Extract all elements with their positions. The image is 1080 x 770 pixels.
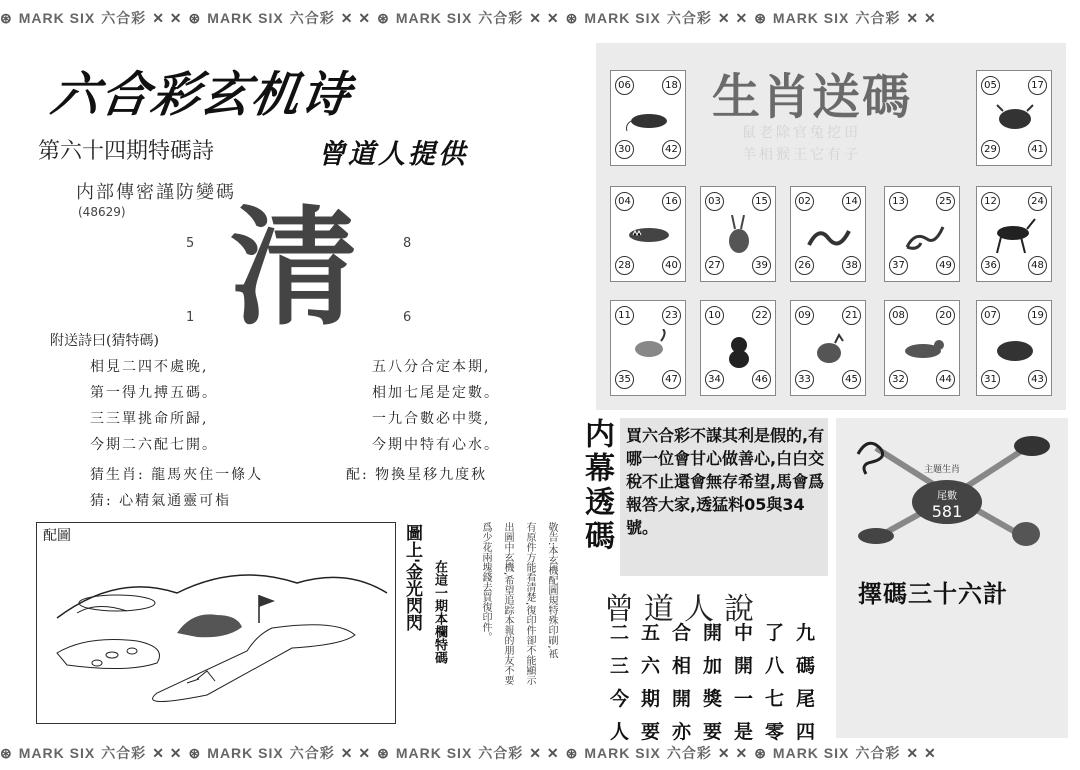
zodiac-card-ox: [976, 70, 1052, 166]
monkey-icon: [715, 329, 763, 369]
top-border-strip: [0, 6, 1080, 30]
border-brand-text-cn: 六合彩: [289, 10, 335, 26]
zodiac-number: 44: [936, 370, 955, 389]
rat-icon: [858, 528, 894, 544]
border-brand-text: MARK SIX: [395, 745, 473, 761]
zodiac-sub-line: 鼠老除官兔挖田: [742, 125, 861, 141]
tiger-icon: [625, 215, 673, 255]
zodiac-number: 33: [795, 370, 814, 389]
border-brand-text: MARK SIX: [207, 745, 284, 761]
zodiac-number: 43: [1028, 370, 1047, 389]
zodiac-number: 08: [889, 306, 908, 325]
rooster-icon: [805, 329, 853, 369]
zodiac-number: 35: [615, 370, 634, 389]
guess-prefix: 猜:: [90, 493, 113, 509]
zodiac-number: 49: [936, 256, 955, 275]
cross-icon: ✕ ✕: [340, 744, 372, 761]
daoren-row: [604, 684, 821, 717]
daoren-char: 人: [609, 721, 629, 743]
cross-icon: ✕ ✕: [717, 744, 749, 761]
mark-six-logo-icon: ⊛: [188, 744, 202, 761]
corner-number: 5: [186, 236, 195, 251]
tagline: 内部傳密謹防變碼: [76, 182, 236, 203]
corner-number: 1: [186, 310, 195, 325]
goat-icon: [625, 329, 673, 369]
poem-header: 附送詩曰(猜特碼): [50, 333, 159, 349]
poem-line: 一九合數必中獎,: [372, 411, 491, 427]
daoren-char: 三: [609, 655, 629, 677]
zodiac-title: 生肖送碼: [712, 69, 913, 125]
corner-number: 8: [403, 236, 412, 251]
page-title: 六合彩玄机诗: [47, 67, 356, 123]
zodiac-number: 37: [889, 256, 908, 275]
provider-label: 曾道人提供: [318, 139, 468, 170]
zodiac-card-dog: [884, 300, 960, 396]
border-brand-text-cn: 六合彩: [666, 745, 712, 761]
rat-icon: [625, 99, 673, 139]
guess-animal-text: 龍馬夾住一條人: [151, 467, 264, 483]
zodiac-number: 48: [1028, 256, 1047, 275]
cross-icon: ✕ ✕: [340, 9, 372, 26]
zodiac-number: 22: [752, 306, 771, 325]
notice-line: 爲少花兩塊錢去買復印件。: [480, 522, 491, 642]
border-brand-text: MARK SIX: [584, 745, 661, 761]
zodiac-card-monkey: [700, 300, 776, 396]
daoren-row: [604, 717, 821, 750]
zodiac-number: 07: [981, 306, 1000, 325]
border-brand-text: MARK SIX: [18, 745, 96, 761]
notice-line: 有原件方能看清楚,復印件卻不能顯示: [524, 522, 535, 686]
daoren-char: 今: [609, 688, 629, 710]
mark-six-logo-icon: ⊛: [377, 744, 390, 761]
daoren-grid: [604, 618, 821, 750]
border-brand-text-cn: 六合彩: [855, 745, 901, 761]
daoren-char: 是: [733, 721, 753, 743]
daoren-char: 要: [640, 721, 660, 743]
illustration-drawing: [37, 523, 393, 721]
mark-six-logo-icon: ⊛: [754, 744, 767, 761]
border-brand-text-cn: 六合彩: [101, 745, 147, 761]
cross-icon: ✕ ✕: [529, 744, 560, 761]
zodiac-number: 06: [615, 76, 634, 95]
zodiac-number: 23: [662, 306, 681, 325]
daoren-char: 期: [640, 688, 660, 710]
daoren-char: 六: [640, 655, 660, 677]
tail-arc-text: 主題生肖: [924, 465, 961, 475]
daoren-char: 七: [764, 688, 784, 710]
zodiac-number: 03: [705, 192, 724, 211]
zodiac-number: 34: [705, 370, 724, 389]
border-brand-text: MARK SIX: [395, 10, 473, 26]
zodiac-card-rabbit: [700, 186, 776, 282]
daoren-char: 相: [671, 655, 691, 677]
tail-value: 581: [931, 502, 963, 521]
daoren-char: 中: [733, 622, 753, 644]
caption-b: 在這一期本欄特碼: [432, 560, 447, 664]
zodiac-number: 15: [752, 192, 771, 211]
notice-block: [460, 522, 570, 712]
border-brand-text-cn: 六合彩: [478, 745, 524, 761]
daoren-char: 合: [671, 622, 691, 644]
code-number: (48629): [78, 205, 126, 219]
zodiac-number: 36: [981, 256, 1000, 275]
daoren-char: 開: [671, 688, 691, 710]
daoren-char: 加: [702, 655, 722, 677]
daoren-char: 零: [764, 721, 784, 743]
pig-icon: [991, 329, 1039, 369]
zodiac-number: 24: [1028, 192, 1047, 211]
bottom-border-strip: [0, 741, 1080, 765]
tail-number-badge: [912, 480, 982, 524]
zodiac-number: 45: [842, 370, 861, 389]
poem-line: 相加七尾是定數。: [372, 385, 500, 401]
issue-subtitle: 第六十四期特碼詩: [38, 139, 215, 164]
zodiac-number: 12: [981, 192, 1000, 211]
border-brand-text-cn: 六合彩: [101, 10, 147, 26]
daoren-char: 獎: [702, 688, 722, 710]
illustration-label: 配圖: [43, 528, 71, 544]
daoren-char: 尾: [795, 688, 815, 710]
border-brand-text-cn: 六合彩: [289, 745, 335, 761]
daoren-char: 開: [733, 655, 753, 677]
zodiac-number: 14: [842, 192, 861, 211]
cross-icon: ✕ ✕: [906, 9, 937, 26]
curtain-label: 内幕透碼: [574, 418, 618, 578]
zodiac-number: 17: [1028, 76, 1047, 95]
notice-line: 出圖中玄機,希望追踪本報的朋友不要: [502, 522, 513, 686]
mark-six-logo-icon: ⊛: [754, 9, 767, 26]
caption-a: 圖上'金光閃閃: [402, 524, 422, 632]
zodiac-number: 11: [615, 306, 634, 325]
daoren-char: 二: [609, 622, 629, 644]
cross-icon: ✕ ✕: [529, 9, 560, 26]
daoren-char: 亦: [671, 721, 691, 743]
pair-prefix: 配:: [346, 467, 369, 483]
guess-line: [90, 490, 231, 510]
zodiac-card-snake: [884, 186, 960, 282]
zodiac-card-tiger: [610, 186, 686, 282]
pair-line: [346, 464, 487, 484]
ox-icon: [991, 99, 1039, 139]
zodiac-number: 31: [981, 370, 1000, 389]
zodiac-number: 02: [795, 192, 814, 211]
daoren-char: 九: [795, 622, 815, 644]
zodiac-number: 10: [705, 306, 724, 325]
zodiac-number: 40: [662, 256, 681, 275]
rooster-icon: [1012, 522, 1040, 546]
zodiac-number: 39: [752, 256, 771, 275]
zodiac-number: 38: [842, 256, 861, 275]
tail-label: 尾數: [937, 491, 957, 502]
zodiac-number: 47: [662, 370, 681, 389]
daoren-char: 要: [702, 721, 722, 743]
guess-animal-prefix: 猜生肖:: [90, 467, 145, 483]
daoren-char: 四: [795, 721, 815, 743]
border-brand-text: MARK SIX: [772, 10, 850, 26]
zodiac-number: 19: [1028, 306, 1047, 325]
zodiac-number: 46: [752, 370, 771, 389]
poem-right-column: [372, 356, 500, 460]
zodiac-number: 26: [795, 256, 814, 275]
poem-left-column: [90, 356, 218, 460]
zodiac-number: 28: [615, 256, 634, 275]
zodiac-number: 13: [889, 192, 908, 211]
poem-line: 三三單挑命所歸,: [90, 411, 209, 427]
daoren-char: 一: [733, 688, 753, 710]
daoren-row: [604, 651, 821, 684]
daoren-char: 開: [702, 622, 722, 644]
cross-icon: ✕ ✕: [152, 9, 183, 26]
poem-line: 五八分合定本期,: [372, 359, 491, 375]
zodiac-number: 29: [981, 140, 1000, 159]
border-brand-text: MARK SIX: [207, 10, 284, 26]
mark-six-logo-icon: ⊛: [0, 744, 13, 761]
illustration-box: [36, 522, 396, 724]
zodiac-number: 20: [936, 306, 955, 325]
border-brand-text-cn: 六合彩: [855, 10, 901, 26]
ox-icon: [1014, 436, 1050, 456]
zodiac-number: 21: [842, 306, 861, 325]
zodiac-number: 32: [889, 370, 908, 389]
cross-icon: ✕ ✕: [152, 744, 183, 761]
zodiac-card-rat: [610, 70, 686, 166]
daoren-char: 碼: [795, 655, 815, 677]
snake-icon: [858, 443, 883, 474]
tip-text: 買六合彩不謀其利是假的,有哪一位會甘心做善心,白白交稅不止還會無存希望,馬會爲報答大家,透猛料05與34號。: [626, 426, 825, 537]
daoren-char: 八: [764, 655, 784, 677]
zodiac-number: 30: [615, 140, 634, 159]
zodiac-number: 18: [662, 76, 681, 95]
rabbit-icon: [715, 215, 763, 255]
poem-line: 相見二四不處晚,: [90, 359, 209, 375]
zodiac-number: 09: [795, 306, 814, 325]
guess-animal-line: [90, 464, 263, 484]
border-brand-text: MARK SIX: [18, 10, 96, 26]
cross-icon: ✕ ✕: [906, 744, 937, 761]
zodiac-number: 42: [662, 140, 681, 159]
border-brand-text: MARK SIX: [772, 745, 850, 761]
zodiac-number: 27: [705, 256, 724, 275]
dragon-icon: [805, 215, 853, 255]
border-brand-text-cn: 六合彩: [478, 10, 524, 26]
pair-text: 物換星移九度秋: [375, 467, 488, 483]
daoren-char: 五: [640, 622, 660, 644]
zodiac-number: 41: [1028, 140, 1047, 159]
guess-text: 心精氣通靈可栺: [119, 493, 232, 509]
zodiac-sub-line: 羊相猴王它有子: [742, 147, 861, 163]
border-brand-text-cn: 六合彩: [666, 10, 712, 26]
zodiac-number: 16: [662, 192, 681, 211]
snake-icon: [899, 215, 947, 255]
daoren-row: [604, 618, 821, 651]
mark-six-logo-icon: ⊛: [377, 9, 390, 26]
zodiac-number: 05: [981, 76, 1000, 95]
poem-line: 今期中特有心水。: [372, 437, 500, 453]
horse-icon: [991, 215, 1039, 255]
mark-six-logo-icon: ⊛: [188, 9, 202, 26]
dog-icon: [899, 329, 947, 369]
zodiac-card-pig: [976, 300, 1052, 396]
zodiac-card-goat: [610, 300, 686, 396]
daoren-title: 曾道人說: [604, 592, 764, 627]
poem-line: 今期二六配七開。: [90, 437, 218, 453]
zodiac-card-dragon: [790, 186, 866, 282]
strategy-title: 擇碼三十六計: [858, 580, 1008, 608]
daoren-char: 了: [764, 622, 784, 644]
zodiac-card-horse: [976, 186, 1052, 282]
zodiac-card-rooster: [790, 300, 866, 396]
zodiac-number: 04: [615, 192, 634, 211]
notice-line: 敬告:本玄機配圖規特殊印刷,祇: [546, 522, 557, 659]
border-brand-text: MARK SIX: [584, 10, 661, 26]
zodiac-number: 25: [936, 192, 955, 211]
mark-six-logo-icon: ⊛: [565, 9, 579, 26]
big-character: 清: [230, 194, 359, 343]
poem-line: 第一得九搏五碼。: [90, 385, 218, 401]
mark-six-logo-icon: ⊛: [0, 9, 13, 26]
corner-number: 6: [403, 310, 412, 325]
cross-icon: ✕ ✕: [717, 9, 749, 26]
mark-six-logo-icon: ⊛: [565, 744, 579, 761]
